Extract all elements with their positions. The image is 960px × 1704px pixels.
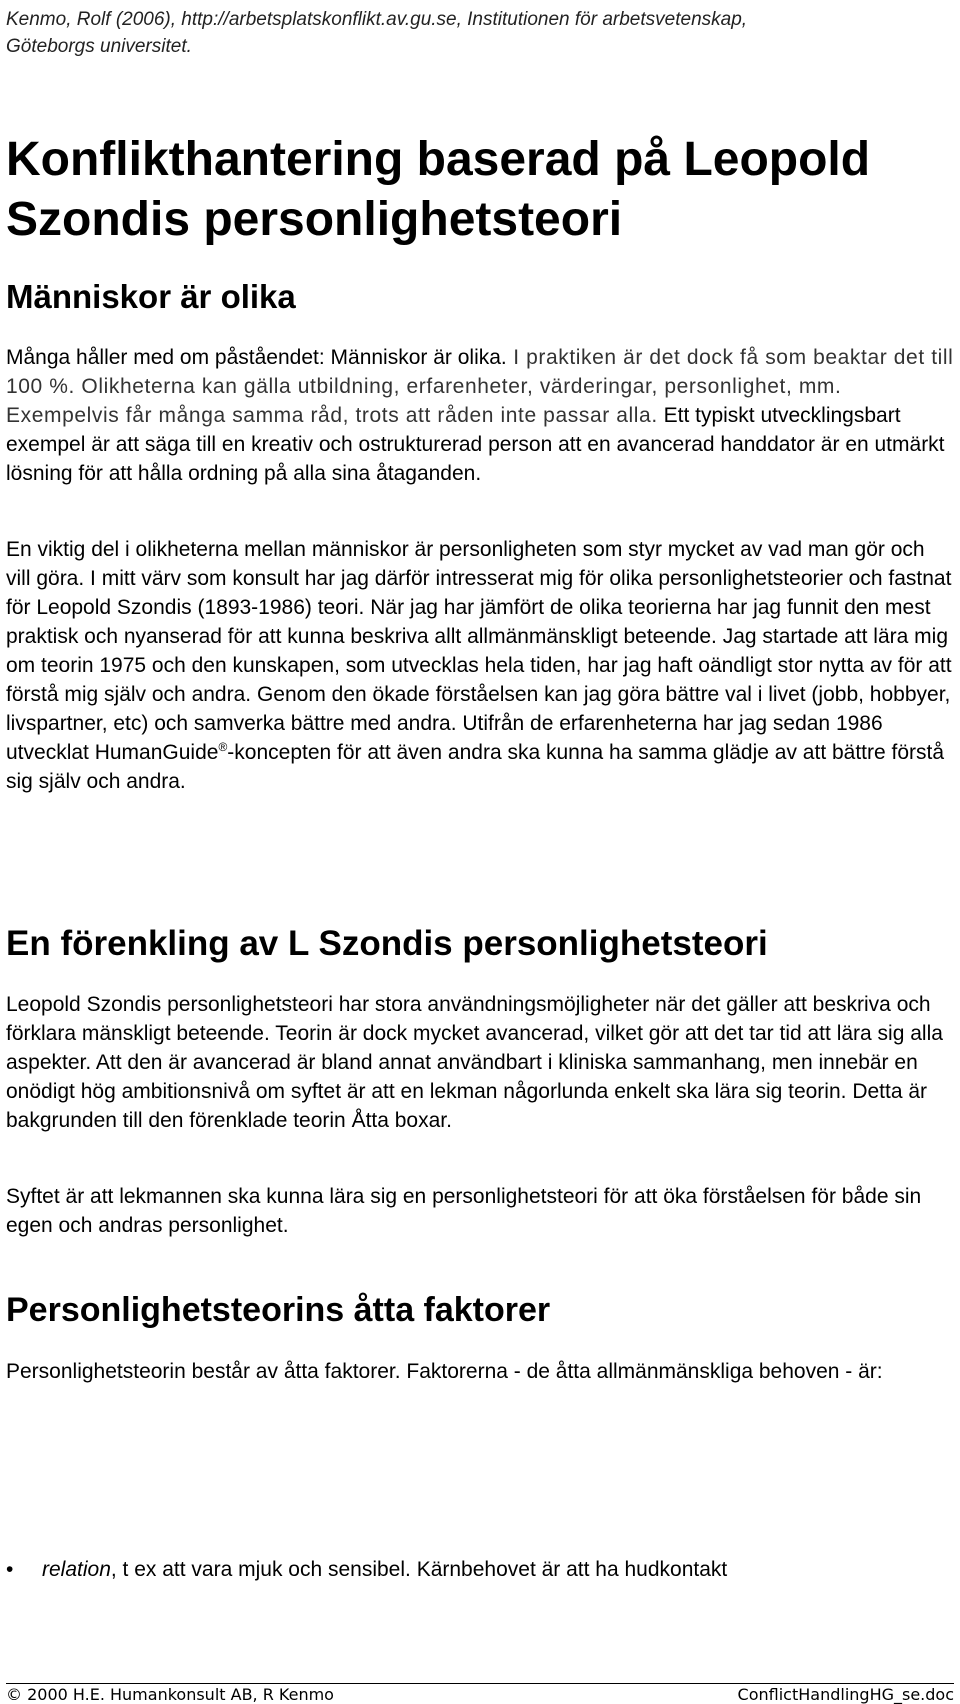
paragraph-szondi-theory: Leopold Szondis personlighetsteori har stora användningsmöjligheter när det gäller att beskriva och förklara mänskligt beteende. Teorin är dock mycket avancerad, vilket gör att det tar tid att lära sig alla aspekter. Att den är avancerad är bland annat användbart i kliniska sammanhang, men innebär en onödigt hög ambitionsnivå om syftet är att en lekman någorlunda enkelt ska lära sig teorin. Detta är bakgrunden till den förenklade teorin Åtta boxar. [6,993,943,1132]
paragraph-faktorer: Personlighetsteorin består av åtta faktorer. Faktorerna - de åtta allmänmänskliga behoven - är: [6,1360,883,1383]
citation-header [6,6,954,60]
paragraph-syfte: Syftet är att lekmannen ska kunna lära sig en personlighetsteori för att öka förståelsen för både sin egen och andras personlighet. [6,1185,922,1237]
page-footer [6,1683,954,1704]
bullet-term: relation [42,1558,111,1581]
paragraph-intro-sentence-2: I praktiken är det dock få som beaktar det till 100 %. Olikheterna kan gälla utbildning, erfarenheter, värderingar, personlighet, mm. Exempelvis får många samma råd, trots att råden inte passar alla. [6,346,954,427]
bullet-description: , t ex att vara mjuk och sensibel. Kärnbehovet är att ha hudkontakt [110,1558,728,1581]
paragraph-personlighet-text: En viktig del i olikheterna mellan människor är personligheten som styr mycket av vad man gör och vill göra. I mitt värv som konsult har jag därför intresserat mig för olika personlighetsteorier och fastnat för Leopold Szondis (1893-1986) teori. När jag har jämfört de olika teorierna har jag funnit den mest praktisk och nyanserad för att kunna beskriva allt allmänmänskligt beteende. Jag startade att lära mig om teorin 1975 och den kunskapen, som utvecklas hela tiden, har jag haft oändligt stor nytta av för att förstå mig själv och andra. Genom den ökade förståelsen kan jag göra bättre val i livet (jobb, hobbyer, livspartner, etc) och samverka bättre med andra. Utifrån de erfarenheterna har jag sedan 1986 utvecklat HumanGuide [6,538,952,764]
bullet-text [42,1555,727,1584]
citation-line-2: Göteborgs universitet. [6,36,192,57]
section-heading-faktorer: Personlighetsteorins åtta faktorer [6,1291,551,1329]
section-heading-forenkling: En förenkling av L Szondis personlighetsteori [6,924,768,963]
footer-filename: ConflictHandlingHG_se.doc [737,1685,954,1704]
section-heading-olika: Människor är olika [6,278,296,315]
paragraph-intro-sentence-3: Ett typiskt utvecklingsbart exempel är att säga till en kreativ och ostrukturerad person att en avancerad handdator är en utmärkt lösning för att hålla ordning på alla sina åtaganden. [6,404,945,485]
bullet-symbol: • [6,1558,14,1581]
paragraph-intro-sentence-1: Många håller med om påståendet: Människor är olika. [6,346,507,369]
paragraph-personlighet-text-end: -koncepten för att även andra ska kunna ha samma glädje av att bättre förstå sig själv och andra. [6,741,945,793]
paragraph-intro [6,343,954,488]
registered-mark: ® [218,740,228,754]
list-item [6,1555,954,1584]
paragraph-personlighet [6,535,954,796]
document-title: Konflikthantering baserad på Leopold Szondis personlighetsteori [6,133,871,246]
footer-copyright: © 2000 H.E. Humankonsult AB, R Kenmo [6,1685,334,1704]
citation-line-1: Kenmo, Rolf (2006), http://arbetsplatskonflikt.av.gu.se, Institutionen för arbetsvetenskap, [6,9,748,30]
